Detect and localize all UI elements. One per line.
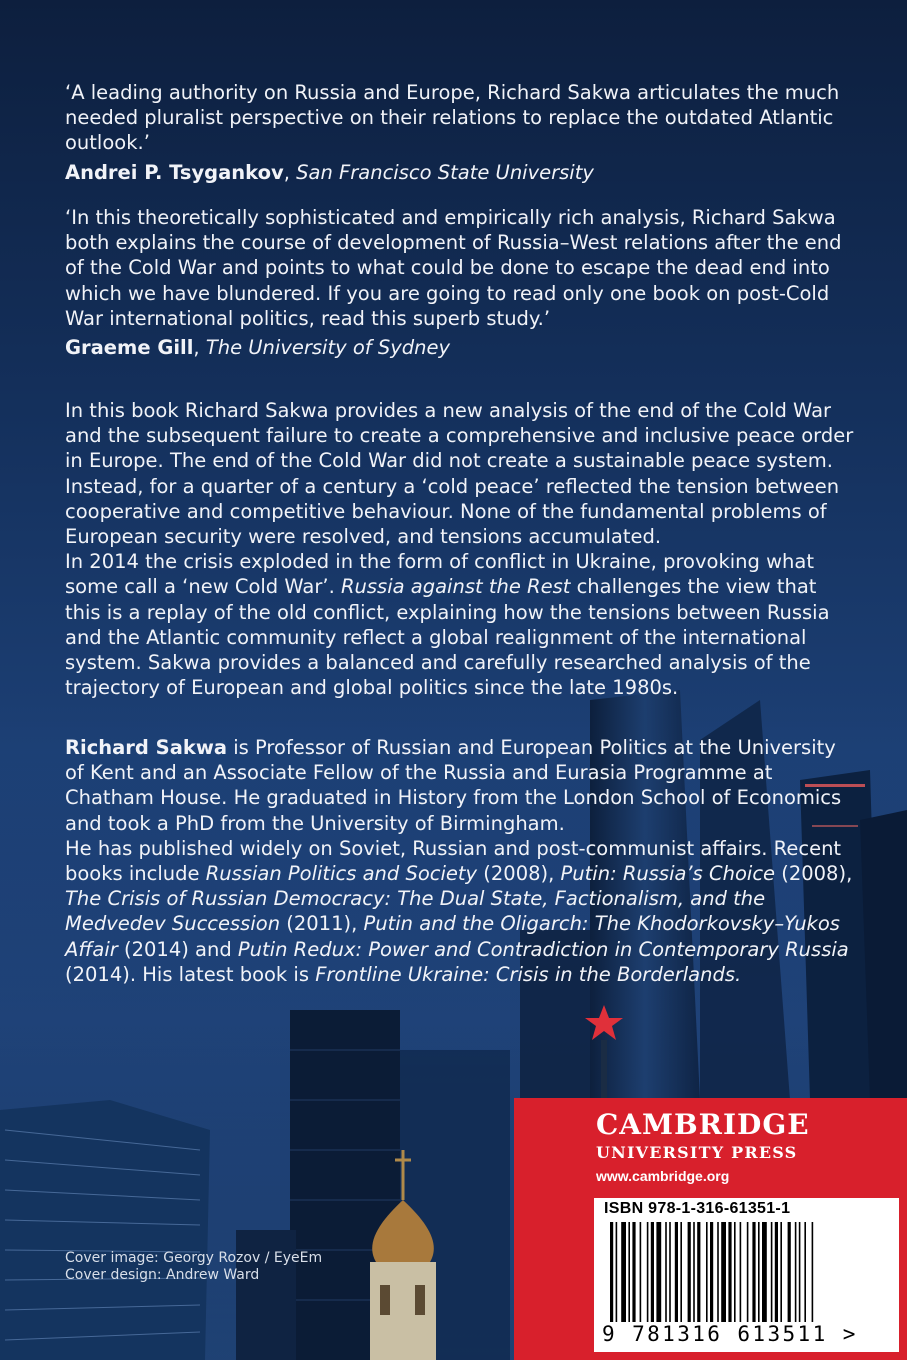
cover-design-credit: Cover design: Andrew Ward — [65, 1267, 260, 1283]
bio-paragraph-1: Richard Sakwa is Professor of Russian and European Politics at the University of Kent and an Associate Fellow of the Russia and Eurasia Programme at Chatham House. He graduated in History from the London School of Economics and took a PhD from the University of Birmingham. — [65, 736, 842, 835]
endorsement-2 — [65, 205, 855, 360]
publisher-subtitle: UNIVERSITY PRESS — [596, 1143, 798, 1162]
endorser-institution: San Francisco State University — [296, 160, 594, 184]
barcode-bars — [610, 1222, 888, 1322]
endorser-name: Andrei P. Tsygankov — [65, 160, 284, 184]
endorsement-quote: ‘A leading authority on Russia and Europe, Richard Sakwa articulates the much needed pluralist perspective on their relations to replace the outdated Atlantic outlook.’ — [65, 81, 840, 155]
book-description — [65, 398, 855, 700]
description-paragraph-1: In this book Richard Sakwa provides a new analysis of the end of the Cold War and the subsequent failure to create a comprehensive and inclusive peace order in Europe. The end of the Cold War did not create a sustainable peace system. Instead, for a quarter of a century a ‘cold peace’ reflected the tension between cooperative and competitive behaviour. None of the fundamental problems of European security were resolved, and tensions accumulated. — [65, 399, 854, 549]
bio-paragraph-2: He has published widely on Soviet, Russian and post-communist affairs. Recent books include Russian Politics and Society (2008), Putin: Russia’s Choice (2008), The Crisis of Russian Democracy: The Dual State, Factionalism, and the Medvedev Succession (2011), Putin and the Oligarch: The Khodorkovsky–Yukos Affair (2014) and Putin Redux: Power and Contradiction in Contemporary Russia (2014). His latest book is Frontline Ukraine: Crisis in the Borderlands. — [65, 836, 853, 986]
endorser-institution: The University of Sydney — [205, 336, 451, 360]
book-title: Russia against the Rest — [340, 575, 571, 599]
barcode-digits: 9 781316 613511 > — [602, 1322, 858, 1346]
endorsement-attribution: Graeme Gill, The University of Sydney — [65, 336, 451, 360]
endorsement-1 — [65, 80, 855, 185]
author-bio — [65, 735, 855, 987]
cover-image-credit: Cover image: Georgy Rozov / EyeEm — [65, 1250, 323, 1266]
endorser-name: Graeme Gill — [65, 336, 194, 360]
description-paragraph-2: In 2014 the crisis exploded in the form of conflict in Ukraine, provoking what some call a ‘new Cold War’. Russia against the Rest challenges the view that this is a replay of the old conflict, explaining how the tensions between Russia and the Atlantic community reflect a global realignment of the international system. Sakwa provides a balanced and carefully researched analysis of the trajectory of European and global politics since the late 1980s. — [65, 550, 830, 700]
publisher-block — [514, 1098, 907, 1360]
author-name: Richard Sakwa — [65, 736, 228, 759]
publisher-name: CAMBRIDGE — [596, 1108, 810, 1141]
barcode-box — [594, 1198, 899, 1352]
isbn-number: ISBN 978-1-316-61351-1 — [604, 1200, 791, 1217]
endorsement-quote: ‘In this theoretically sophisticated and empirically rich analysis, Richard Sakwa both explains the course of development of Russia–West relations after the end of the Cold War and points to what could be done to escape the dead end into which we have blundered. If you are going to read only one book on post-Cold War international politics, read this superb study.’ — [65, 206, 842, 330]
publisher-url: www.cambridge.org — [596, 1168, 730, 1184]
endorsement-attribution: Andrei P. Tsygankov, San Francisco State University — [65, 160, 594, 184]
cover-credits — [65, 1250, 322, 1284]
